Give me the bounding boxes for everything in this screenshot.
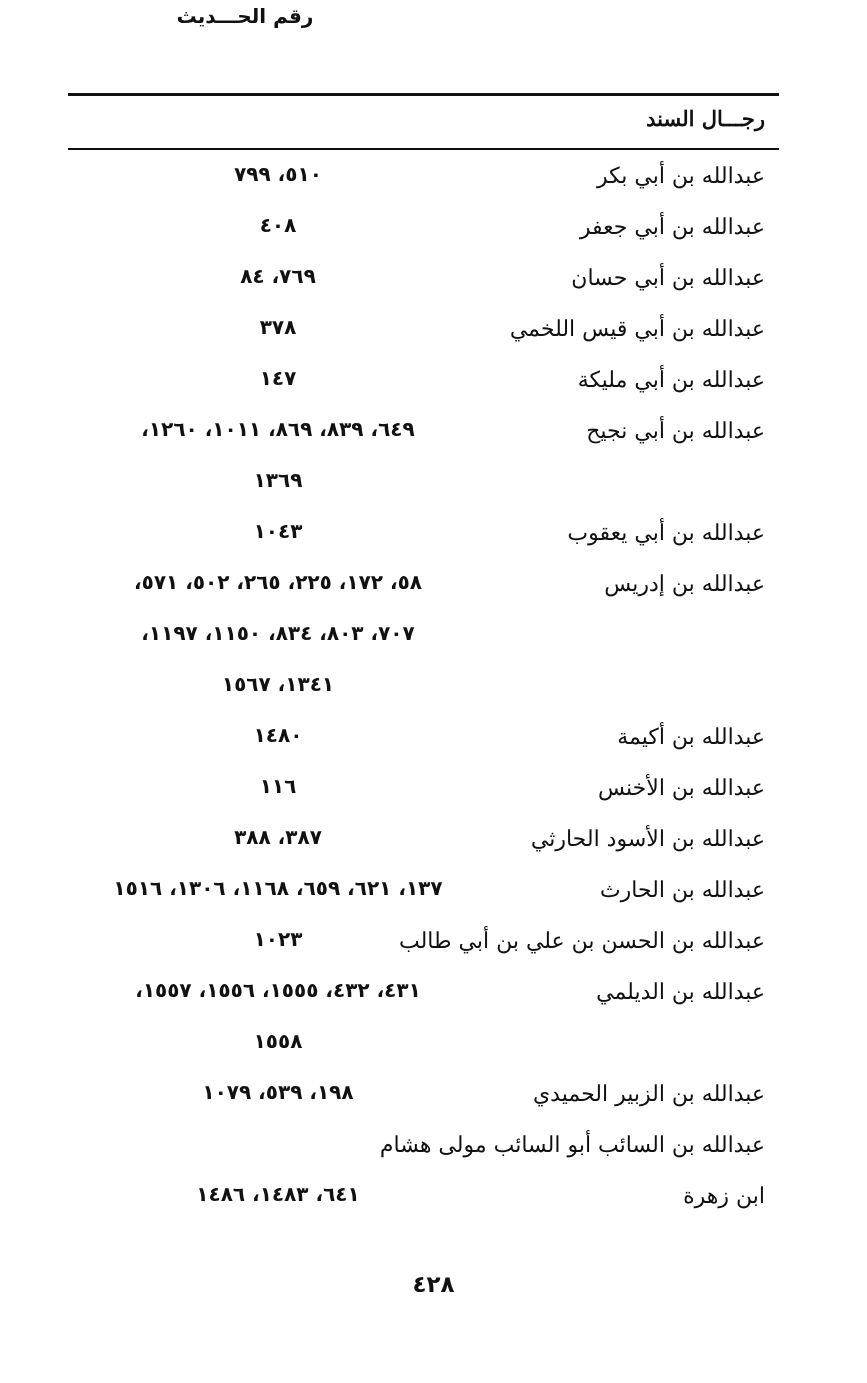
hadith-numbers: ١٥٥٨ xyxy=(253,1029,303,1053)
column-header-hadith-numbers: رقم الحـــديث xyxy=(176,4,314,28)
index-table xyxy=(68,158,779,1229)
hadith-numbers: ١٤٧ xyxy=(259,366,297,390)
narrator-name: عبدالله بن السائب أبو السائب مولى هشام xyxy=(379,1133,765,1158)
table-row xyxy=(68,566,779,617)
narrator-name: عبدالله بن الديلمي xyxy=(596,980,765,1005)
hadith-numbers: ٤٣١، ٤٣٢، ١٥٥٥، ١٥٥٦، ١٥٥٧، xyxy=(135,978,421,1002)
narrator-name: عبدالله بن الزبير الحميدي xyxy=(532,1082,765,1107)
table-row xyxy=(68,464,779,515)
narrator-name: ابن زهرة xyxy=(683,1184,765,1209)
hadith-numbers: ١٠٤٣ xyxy=(253,519,303,543)
table-row xyxy=(68,668,779,719)
table-row xyxy=(68,923,779,974)
table-row xyxy=(68,158,779,209)
hadith-numbers: ٥٨، ١٧٢، ٢٢٥، ٢٦٥، ٥٠٢، ٥٧١، xyxy=(134,570,422,594)
table-row xyxy=(68,770,779,821)
hadith-numbers: ٤٠٨ xyxy=(259,213,297,237)
hadith-numbers: ١٩٨، ٥٣٩، ١٠٧٩ xyxy=(202,1080,354,1104)
hadith-numbers: ١٣٦٩ xyxy=(253,468,303,492)
narrator-name: عبدالله بن الحسن بن علي بن أبي طالب xyxy=(399,929,765,954)
top-rule xyxy=(68,93,779,96)
table-row xyxy=(68,1076,779,1127)
table-row xyxy=(68,413,779,464)
hadith-numbers: ٣٨٧، ٣٨٨ xyxy=(234,825,322,849)
hadith-numbers: ٦٤٩، ٨٣٩، ٨٦٩، ١٠١١، ١٢٦٠، xyxy=(141,417,415,441)
table-row xyxy=(68,362,779,413)
narrator-name: عبدالله بن أبي حسان xyxy=(571,266,765,291)
hadith-numbers: ١٣٧، ٦٢١، ٦٥٩، ١١٦٨، ١٣٠٦، ١٥١٦ xyxy=(113,876,443,900)
header-rule xyxy=(68,148,779,150)
hadith-numbers: ٧٠٧، ٨٠٣، ٨٣٤، ١١٥٠، ١١٩٧، xyxy=(141,621,415,645)
column-header-narrators: رجـــال السند xyxy=(646,106,765,131)
hadith-numbers: ٦٤١، ١٤٨٣، ١٤٨٦ xyxy=(196,1182,360,1206)
hadith-numbers: ١٤٨٠ xyxy=(253,723,303,747)
narrator-name: عبدالله بن أبي بكر xyxy=(596,164,765,189)
narrator-name: عبدالله بن أبي يعقوب xyxy=(567,521,765,546)
narrator-name: عبدالله بن أكيمة xyxy=(617,725,765,750)
table-row xyxy=(68,617,779,668)
table-row xyxy=(68,974,779,1025)
table-row xyxy=(68,1025,779,1076)
page-number: ٤٢٨ xyxy=(412,1272,455,1298)
hadith-numbers: ١٠٢٣ xyxy=(253,927,303,951)
table-row xyxy=(68,311,779,362)
hadith-numbers: ٧٦٩، ٨٤ xyxy=(240,264,316,288)
hadith-numbers: ١٣٤١، ١٥٦٧ xyxy=(221,672,335,696)
narrator-name: عبدالله بن أبي مليكة xyxy=(577,368,765,393)
hadith-numbers: ٥١٠، ٧٩٩ xyxy=(234,162,322,186)
table-row xyxy=(68,719,779,770)
table-row xyxy=(68,209,779,260)
narrator-name: عبدالله بن إدريس xyxy=(604,572,765,597)
table-row xyxy=(68,872,779,923)
table-row xyxy=(68,515,779,566)
table-row xyxy=(68,1127,779,1178)
narrator-name: عبدالله بن أبي نجيح xyxy=(586,419,765,444)
table-row xyxy=(68,1178,779,1229)
hadith-numbers: ٣٧٨ xyxy=(259,315,297,339)
narrator-name: عبدالله بن أبي قيس اللخمي xyxy=(509,317,765,342)
narrator-name: عبدالله بن أبي جعفر xyxy=(579,215,765,240)
narrator-name: عبدالله بن الأخنس xyxy=(597,776,765,801)
hadith-numbers: ١١٦ xyxy=(259,774,297,798)
narrator-name: عبدالله بن الحارث xyxy=(599,878,765,903)
table-row xyxy=(68,821,779,872)
table-row xyxy=(68,260,779,311)
narrator-name: عبدالله بن الأسود الحارثي xyxy=(530,827,765,852)
